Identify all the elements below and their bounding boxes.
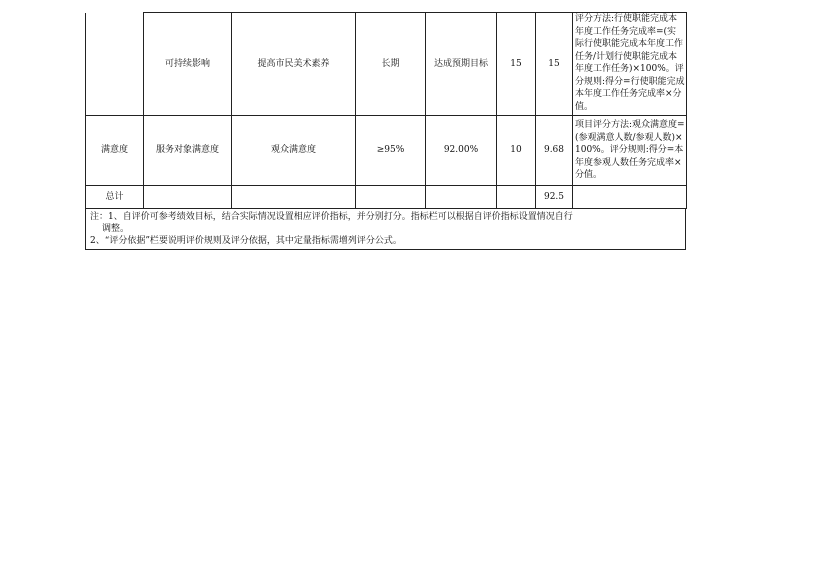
level3-indicator-cell: 观众满意度 bbox=[232, 116, 356, 186]
scoring-basis-cell: 评分方法:行使职能完成本年度工作任务完成率=(实际行使职能完成本年度工作任务/计划行使职能完成本年度工作任务)×100%。评分规则:得分=行使职能完成本年度工作任务完成率×分值。 bbox=[573, 13, 687, 116]
level1-indicator-cell bbox=[86, 13, 144, 116]
weight-cell: 15 bbox=[497, 13, 536, 116]
target-value-cell: ≥95% bbox=[356, 116, 426, 186]
empty-cell bbox=[356, 186, 426, 209]
note-line-2: 2、“评分依据”栏要说明评价规则及评分依据，其中定量指标需增列评分公式。 bbox=[90, 236, 402, 246]
score-cell: 9.68 bbox=[536, 116, 573, 186]
weight-cell: 10 bbox=[497, 116, 536, 186]
level3-indicator-cell: 提高市民美术素养 bbox=[232, 13, 356, 116]
score-cell: 15 bbox=[536, 13, 573, 116]
note-line-1-continued: 调整。 bbox=[102, 224, 130, 234]
empty-cell bbox=[232, 186, 356, 209]
empty-cell bbox=[497, 186, 536, 209]
total-label-cell: 总计 bbox=[86, 186, 144, 209]
empty-cell bbox=[426, 186, 497, 209]
total-score-cell: 92.5 bbox=[536, 186, 573, 209]
table-notes bbox=[85, 209, 686, 250]
table-row bbox=[86, 13, 687, 116]
level2-indicator-cell: 可持续影响 bbox=[144, 13, 232, 116]
performance-evaluation-sheet bbox=[85, 12, 686, 250]
total-row bbox=[86, 186, 687, 209]
note-line-1: 注：1、自评价可参考绩效目标，结合实际情况设置相应评价指标，并分别打分。指标栏可以根据自评价指标设置情况自行 bbox=[90, 212, 573, 222]
scoring-basis-cell: 项目评分方法:观众满意度=(参观满意人数/参观人数)×100%。评分规则:得分=本年度参观人数任务完成率×分值。 bbox=[573, 116, 687, 186]
empty-cell bbox=[144, 186, 232, 209]
actual-value-cell: 92.00% bbox=[426, 116, 497, 186]
target-value-cell: 长期 bbox=[356, 13, 426, 116]
actual-value-cell: 达成预期目标 bbox=[426, 13, 497, 116]
evaluation-table bbox=[85, 12, 687, 209]
level2-indicator-cell: 服务对象满意度 bbox=[144, 116, 232, 186]
table-row bbox=[86, 116, 687, 186]
empty-cell bbox=[573, 186, 687, 209]
level1-indicator-cell: 满意度 bbox=[86, 116, 144, 186]
